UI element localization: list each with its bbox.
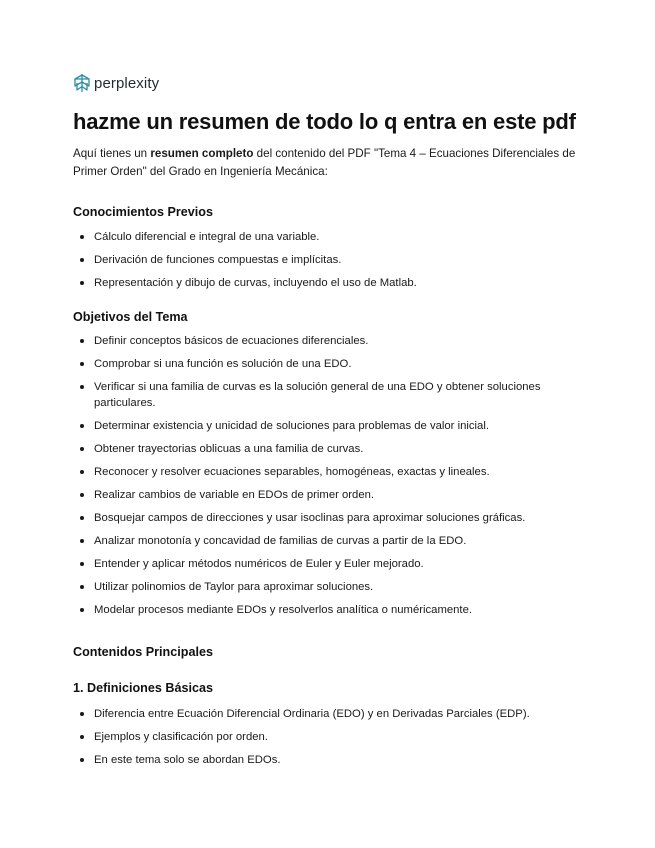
document-page — [73, 72, 593, 768]
list-item: Determinar existencia y unicidad de soluciones para problemas de valor inicial. — [73, 418, 593, 434]
intro-paragraph — [73, 145, 593, 181]
brand-logo — [73, 72, 593, 94]
list-item: Verificar si una familia de curvas es la solución general de una EDO y obtener soluciones particulares. — [73, 379, 593, 411]
list-item: Obtener trayectorias oblicuas a una familia de curvas. — [73, 441, 593, 457]
list-item: Comprobar si una función es solución de una EDO. — [73, 356, 593, 372]
list-item: Definir conceptos básicos de ecuaciones diferenciales. — [73, 333, 593, 349]
list-item: En este tema solo se abordan EDOs. — [73, 752, 593, 768]
page-title: hazme un resumen de todo lo q entra en este pdf — [73, 109, 576, 134]
list-item: Bosquejar campos de direcciones y usar isoclinas para aproximar soluciones gráficas. — [73, 510, 593, 526]
list-item: Cálculo diferencial e integral de una variable. — [73, 229, 593, 245]
list-item: Representación y dibujo de curvas, incluyendo el uso de Matlab. — [73, 275, 593, 291]
list-item: Modelar procesos mediante EDOs y resolverlos analítica o numéricamente. — [73, 602, 593, 618]
intro-prefix: Aquí tienes un — [73, 147, 151, 160]
list-item: Realizar cambios de variable en EDOs de primer orden. — [73, 487, 593, 503]
list-item: Reconocer y resolver ecuaciones separables, homogéneas, exactas y lineales. — [73, 464, 593, 480]
list-item: Utilizar polinomios de Taylor para aproximar soluciones. — [73, 579, 593, 595]
heading-objetivos: Objetivos del Tema — [73, 310, 188, 324]
perplexity-logo-icon — [73, 73, 91, 93]
intro-bold: resumen completo — [150, 147, 254, 160]
list-item: Analizar monotonía y concavidad de familias de curvas a partir de la EDO. — [73, 533, 593, 549]
list-item: Ejemplos y clasificación por orden. — [73, 729, 593, 745]
list-item: Entender y aplicar métodos numéricos de Euler y Euler mejorado. — [73, 556, 593, 572]
brand-name: perplexity — [94, 74, 160, 92]
list-item: Derivación de funciones compuestas e implícitas. — [73, 252, 593, 268]
intro-suffix: del contenido del PDF "Tema 4 – Ecuaciones Diferenciales de Primer Orden" del Grado en Ingeniería Mecánica: — [73, 147, 576, 178]
list-definiciones-basicas — [73, 706, 593, 768]
heading-conocimientos-previos: Conocimientos Previos — [73, 205, 213, 219]
list-conocimientos-previos — [73, 229, 593, 291]
list-objetivos — [73, 333, 593, 618]
heading-definiciones-basicas: 1. Definiciones Básicas — [73, 681, 213, 695]
heading-contenidos-principales: Contenidos Principales — [73, 645, 213, 659]
list-item: Diferencia entre Ecuación Diferencial Ordinaria (EDO) y en Derivadas Parciales (EDP). — [73, 706, 593, 722]
